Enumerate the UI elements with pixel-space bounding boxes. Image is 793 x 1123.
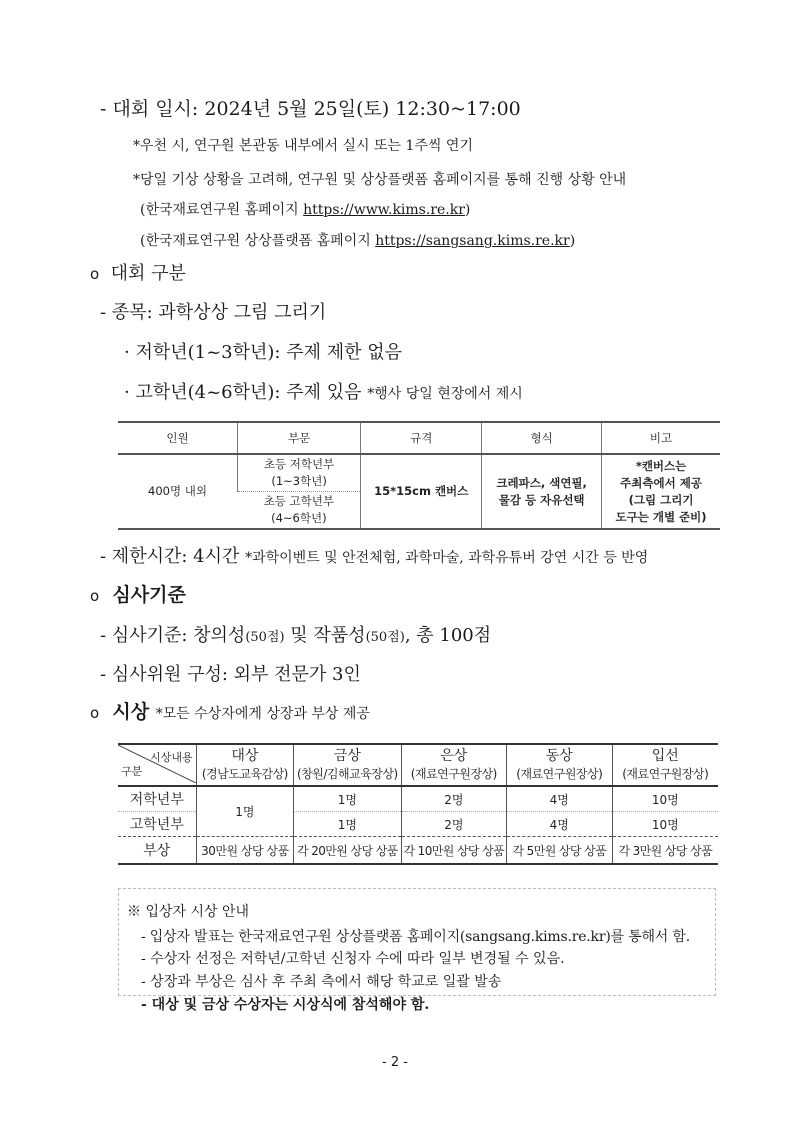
judging-title: 심사기준 <box>112 584 186 606</box>
format-cell <box>482 454 602 529</box>
remarks-line: 도구는 개별 준비) <box>615 509 707 524</box>
awards-title: 시상 <box>112 701 150 723</box>
award-issuer: (경남도교육감상) <box>201 767 288 781</box>
award-issuer: (재료연구원장상) <box>516 767 603 781</box>
table-row <box>118 786 718 812</box>
award-name: 동상 <box>545 748 573 764</box>
award-name: 금상 <box>333 748 361 764</box>
award-issuer: (창원/김해교육장상) <box>297 767 398 781</box>
kims-homepage-label: (한국재료연구원 홈페이지 <box>140 202 304 218</box>
notice-item: - 입상자 발표는 한국재료연구원 상상플랫폼 홈페이지(sangsang.kims.re.kr)를 통해서 함. <box>141 929 690 945</box>
criteria-artistry-points: (50점) <box>365 630 405 645</box>
silver-prize: 각 10만원 상당 상품 <box>401 837 506 865</box>
section-lower-name: 초등 저학년부 <box>263 457 335 471</box>
winner-notice-box <box>118 888 716 1013</box>
gold-count-upper: 1명 <box>294 812 401 837</box>
format-line: 크레파스, 색연필, <box>496 475 587 490</box>
notice-item: - 수상자 선정은 저학년/고학년 신청자 수에 따라 일부 변경될 수 있음. <box>141 951 565 967</box>
kims-homepage-line <box>140 199 470 219</box>
size-cell: 15*15cm 캔버스 <box>361 454 482 529</box>
judging-heading <box>90 580 186 607</box>
sangsang-homepage-line <box>140 230 575 250</box>
gold-prize: 각 20만원 상당 상품 <box>294 837 401 865</box>
notice-item: - 대상 및 금상 수상자는 시상식에 참석해야 함. <box>141 997 430 1013</box>
corner-bottom-label: 구분 <box>121 765 143 778</box>
schedule-heading <box>100 94 521 121</box>
division-table <box>118 421 720 530</box>
silver-count-lower: 2명 <box>401 786 506 812</box>
lower-grade-line: · 저학년(1~3학년): 주제 제한 없음 <box>124 342 402 363</box>
time-limit-line <box>100 542 648 568</box>
kims-homepage-link[interactable]: https://www.kims.re.kr <box>303 202 465 218</box>
awards-note: *모든 수상자에게 상장과 부상 제공 <box>155 706 370 722</box>
award-grand <box>196 744 294 786</box>
header-remarks: 비고 <box>602 422 720 454</box>
header-section: 부문 <box>238 422 361 454</box>
header-participants: 인원 <box>118 422 238 454</box>
section-upper-grades: (4~6학년) <box>271 511 327 525</box>
award-name: 은상 <box>440 748 468 764</box>
section-upper-cell <box>238 492 361 530</box>
gold-count-lower: 1명 <box>294 786 401 812</box>
event-line: - 종목: 과학상상 그림 그리기 <box>100 302 327 323</box>
award-bronze <box>507 744 612 786</box>
criteria-creativity: - 심사기준: 창의성 <box>100 625 246 646</box>
page-number: - 2 - <box>382 1055 408 1070</box>
circle-bullet-icon: o <box>90 587 100 605</box>
circle-bullet-icon: o <box>90 704 100 722</box>
honorable-prize: 각 3만원 상당 상품 <box>612 837 718 865</box>
table-header-row <box>118 744 718 786</box>
silver-count-upper: 2명 <box>401 812 506 837</box>
corner-header <box>118 744 196 786</box>
honorable-count-upper: 10명 <box>612 812 718 837</box>
header-size: 규격 <box>361 422 482 454</box>
table-header-row <box>118 422 720 454</box>
time-limit-note: *과학이벤트 및 안전체험, 과학마술, 과학유튜버 강연 시간 등 반영 <box>245 550 649 566</box>
format-line: 물감 등 자유선택 <box>498 492 585 507</box>
honorable-count-lower: 10명 <box>612 786 718 812</box>
paren-close: ) <box>464 202 471 218</box>
notice-title: ※ 입상자 시상 안내 <box>127 904 250 920</box>
bronze-prize: 각 5만원 상당 상품 <box>507 837 612 865</box>
criteria-total: , 총 100점 <box>404 625 492 646</box>
award-honorable <box>612 744 718 786</box>
table-row <box>118 454 720 492</box>
division-title: 대회 구분 <box>110 263 186 284</box>
remarks-line: *캔버스는 <box>635 458 687 473</box>
grand-prize: 30만원 상당 상품 <box>196 837 294 865</box>
judges-line: - 심사위원 구성: 외부 전문가 3인 <box>100 664 361 685</box>
division-heading <box>90 259 186 285</box>
time-limit-text: - 제한시간: 4시간 <box>100 546 240 567</box>
remarks-line: (그림 그리기 <box>628 492 694 507</box>
section-lower-grades: (1~3학년) <box>271 474 327 488</box>
upper-grade-line <box>124 378 523 404</box>
upper-grade-text: · 고학년(4~6학년): 주제 있음 <box>124 382 362 403</box>
award-gold <box>294 744 401 786</box>
judging-criteria-line <box>100 621 491 647</box>
remarks-line: 주최측에서 제공 <box>620 475 702 490</box>
row-label-prize: 부상 <box>118 837 196 865</box>
table-row <box>118 837 718 865</box>
schedule-note-rain: *우천 시, 연구원 본관동 내부에서 실시 또는 1주씩 연기 <box>133 138 473 154</box>
upper-grade-note: *행사 당일 현장에서 제시 <box>367 386 523 402</box>
criteria-artistry: 및 작품성 <box>284 625 366 646</box>
awards-table <box>118 743 718 865</box>
criteria-creativity-points: (50점) <box>245 630 285 645</box>
schedule-text: - 대회 일시: 2024년 5월 25일(토) 12:30~17:00 <box>100 98 521 120</box>
schedule-note-weather: *당일 기상 상황을 고려해, 연구원 및 상상플랫폼 홈페이지를 통해 진행 상황 안내 <box>133 172 627 188</box>
participants-cell: 400명 내외 <box>118 454 238 529</box>
award-name: 대상 <box>231 748 259 764</box>
award-issuer: (재료연구원장상) <box>410 767 497 781</box>
bronze-count-upper: 4명 <box>507 812 612 837</box>
grand-count: 1명 <box>196 786 294 837</box>
award-silver <box>401 744 506 786</box>
header-format: 형식 <box>482 422 602 454</box>
row-label-lower: 저학년부 <box>118 786 196 812</box>
notice-item: - 상장과 부상은 심사 후 주최 측에서 해당 학교로 일괄 발송 <box>141 974 502 990</box>
circle-bullet-icon: o <box>90 265 100 283</box>
row-label-upper: 고학년부 <box>118 812 196 837</box>
section-upper-name: 초등 고학년부 <box>263 494 334 508</box>
sangsang-homepage-label: (한국재료연구원 상상플랫폼 홈페이지 <box>140 233 376 249</box>
remarks-cell <box>602 454 720 529</box>
award-issuer: (재료연구원장상) <box>622 767 709 781</box>
awards-heading <box>90 697 370 724</box>
section-lower-cell <box>238 454 361 492</box>
award-name: 입선 <box>651 748 679 764</box>
corner-top-label: 시상내용 <box>150 751 193 764</box>
paren-close: ) <box>569 233 576 249</box>
bronze-count-lower: 4명 <box>507 786 612 812</box>
sangsang-homepage-link[interactable]: https://sangsang.kims.re.kr <box>375 233 570 249</box>
